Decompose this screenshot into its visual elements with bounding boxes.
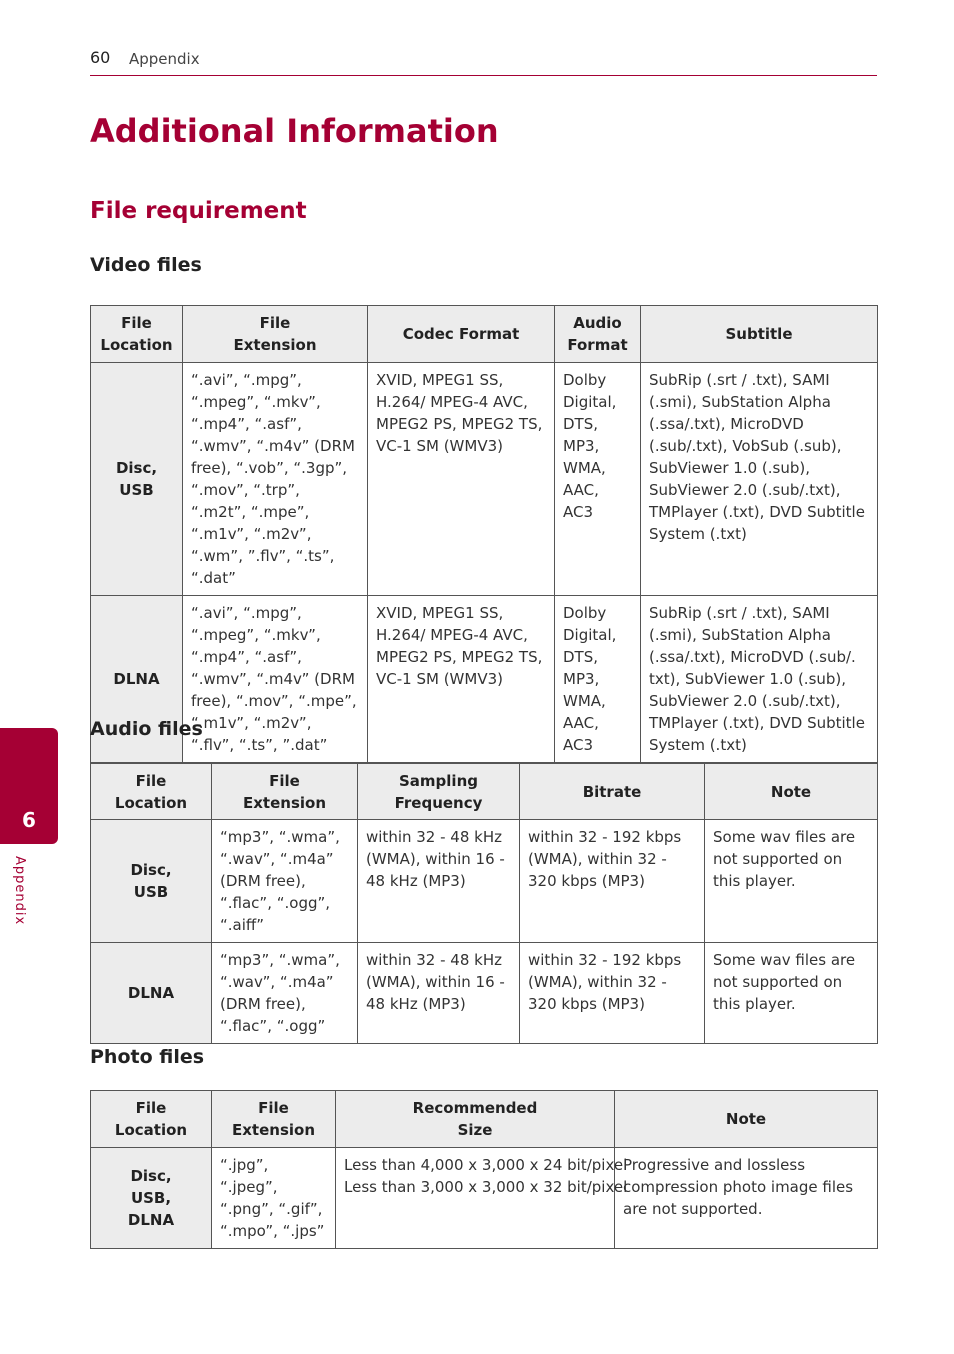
photo-files-heading: Photo files (90, 1046, 205, 1068)
page-header (90, 48, 877, 76)
table-row (91, 943, 878, 1044)
sampling-frequency-cell: within 32 - 48 kHz (WMA), within 16 - 48 kHz (MP3) (358, 943, 520, 1044)
column-header: Sampling Frequency (358, 764, 520, 820)
header-section-label: Appendix (129, 50, 200, 68)
column-header: Note (705, 764, 878, 820)
video-files-table (90, 305, 878, 763)
column-header: File Location (91, 1091, 212, 1148)
column-header: File Extension (212, 764, 358, 820)
sampling-frequency-cell: within 32 - 48 kHz (WMA), within 16 - 48 kHz (MP3) (358, 820, 520, 943)
chapter-number: 6 (22, 808, 36, 832)
file-extension-cell: “.avi”, “.mpg”, “.mpeg”, “.mkv”, “.mp4”, “.asf”, “.wmv”, “.m4v” (DRM free), “.mov”, “.mpe”, “.m1v”, “.m2v”, “.flv”, “.ts”, ”.dat” (183, 596, 368, 763)
table-header-row (91, 306, 878, 363)
note-cell: Some wav files are not supported on this player. (705, 943, 878, 1044)
file-location-cell: Disc, USB, DLNA (91, 1148, 212, 1249)
subtitle-cell: SubRip (.srt / .txt), SAMI (.smi), SubStation Alpha (.ssa/.txt), MicroDVD (.sub/.txt), VobSub (.sub), SubViewer 1.0 (.sub), SubViewer 2.0 (.sub/.txt), TMPlayer (.txt), DVD Subtitle System (.txt) (641, 363, 878, 596)
column-header: File Location (91, 764, 212, 820)
column-header: Audio Format (555, 306, 641, 363)
table-row (91, 363, 878, 596)
subtitle-cell: SubRip (.srt / .txt), SAMI (.smi), SubStation Alpha (.ssa/.txt), MicroDVD (.sub/. txt), SubViewer 1.0 (.sub), SubViewer 2.0 (.sub/.txt), TMPlayer (.txt), DVD Subtitle System (.txt) (641, 596, 878, 763)
chapter-label: Appendix (12, 856, 27, 926)
file-extension-cell: “.avi”, “.mpg”, “.mpeg”, “.mkv”, “.mp4”, “.asf”, “.wmv”, “.m4v” (DRM free), “.vob”, “.3gp”, “.mov”, “.trp”, “.m2t”, “.mpe”, “.m1v”, “.m2v”, “.wm”, ”.flv”, “.ts”, “.dat” (183, 363, 368, 596)
table-row (91, 820, 878, 943)
file-extension-cell: “mp3”, “.wma”, “.wav”, “.m4a” (DRM free), “.flac”, “.ogg” (212, 943, 358, 1044)
audio-format-cell: Dolby Digital, DTS, MP3, WMA, AAC, AC3 (555, 363, 641, 596)
column-header: Subtitle (641, 306, 878, 363)
file-location-cell: Disc, USB (91, 820, 212, 943)
column-header: Note (615, 1091, 878, 1148)
photo-files-table (90, 1090, 878, 1249)
column-header: Codec Format (368, 306, 555, 363)
page-title: Additional Information (90, 112, 499, 150)
video-files-heading: Video files (90, 254, 202, 276)
file-extension-cell: “mp3”, “.wma”, “.wav”, “.m4a” (DRM free), “.flac”, “.ogg”, “.aiff” (212, 820, 358, 943)
bitrate-cell: within 32 - 192 kbps (WMA), within 32 - 320 kbps (MP3) (520, 943, 705, 1044)
note-cell: Progressive and lossless compression photo image files are not supported. (615, 1148, 878, 1249)
audio-format-cell: Dolby Digital, DTS, MP3, WMA, AAC, AC3 (555, 596, 641, 763)
chapter-tab (0, 728, 58, 844)
file-location-cell: Disc, USB (91, 363, 183, 596)
table-header-row (91, 1091, 878, 1148)
audio-files-table (90, 763, 878, 1044)
column-header: Recommended Size (336, 1091, 615, 1148)
audio-files-heading: Audio files (90, 718, 203, 740)
file-extension-cell: “.jpg”, “.jpeg”, “.png”, “.gif”, “.mpo”, “.jps” (212, 1148, 336, 1249)
page-number: 60 (90, 48, 111, 67)
file-location-cell: DLNA (91, 943, 212, 1044)
section-subtitle: File requirement (90, 198, 307, 224)
table-row (91, 1148, 878, 1249)
bitrate-cell: within 32 - 192 kbps (WMA), within 32 - 320 kbps (MP3) (520, 820, 705, 943)
note-cell: Some wav files are not supported on this player. (705, 820, 878, 943)
table-row (91, 596, 878, 763)
column-header: Bitrate (520, 764, 705, 820)
codec-format-cell: XVID, MPEG1 SS, H.264/ MPEG-4 AVC, MPEG2 PS, MPEG2 TS, VC-1 SM (WMV3) (368, 363, 555, 596)
column-header: File Extension (212, 1091, 336, 1148)
file-location-cell: DLNA (91, 596, 183, 763)
table-header-row (91, 764, 878, 820)
recommended-size-cell: Less than 4,000 x 3,000 x 24 bit/pixel Less than 3,000 x 3,000 x 32 bit/pixel (336, 1148, 615, 1249)
codec-format-cell: XVID, MPEG1 SS, H.264/ MPEG-4 AVC, MPEG2 PS, MPEG2 TS, VC-1 SM (WMV3) (368, 596, 555, 763)
column-header: File Location (91, 306, 183, 363)
column-header: File Extension (183, 306, 368, 363)
